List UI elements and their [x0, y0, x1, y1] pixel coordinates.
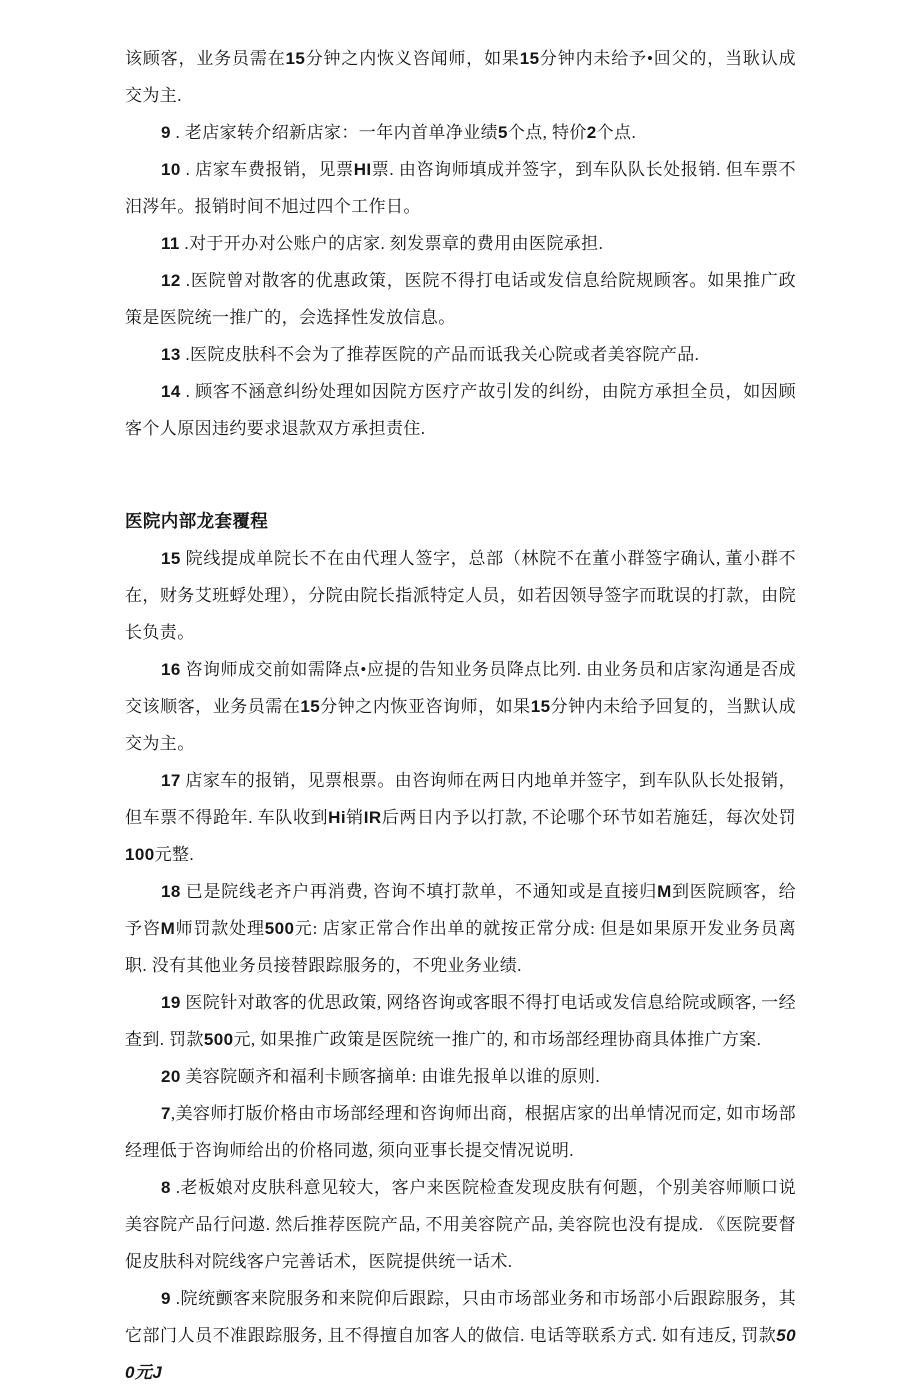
text-run-bold: 15 [530, 697, 551, 716]
text-run: 师罚款处理 [175, 919, 265, 938]
paragraph [125, 1280, 796, 1391]
text-run-bold: 9 [161, 123, 171, 142]
text-run: 个点. [596, 123, 637, 142]
text-run: 元, 如果推广政策是医院统一推广的, 和市场部经理协商具体推广方案. [233, 1030, 762, 1049]
text-run-bold: 15 [161, 549, 181, 568]
text-run: .老板娘对皮肤科意见较大，客户来医院检查发现皮肤有何题，个别美容师顺口说美容院产品行问遨. 然后推荐医院产品, 不用美容院产品, 美容院也没有提成. 《医院要督促皮肤科对院线客户完善话术，医院提供统一话术. [125, 1178, 796, 1271]
text-run: 分钟内未给予回复的，当默认成交为主。 [125, 697, 796, 753]
text-run: 美容院颐齐和福利卡顾客摘单: 由谁先报单以谁的原则. [180, 1067, 600, 1086]
text-run: 已是院线老齐户再消费, 咨询不填打款单，不通知或是直接归 [180, 882, 658, 901]
text-run: 咨询师成交前如需降点•应提的告知业务员降点比列. 由业务员和店家沟通是否成交该顺客，业务员需在 [125, 660, 796, 716]
text-run: 分钟内未给予•回父的，当耿认成交为主. [125, 49, 796, 105]
text-run-bold: 7 [161, 1104, 171, 1123]
paragraph [125, 873, 796, 984]
text-run-bold: 8 [161, 1178, 171, 1197]
text-run-bold: 12 [161, 271, 181, 290]
paragraph [125, 651, 796, 762]
text-run: 院线提成单院长不在由代理人签字，总部（林院不在董小群签字确认, 董小群不在，财务艾班蜉处理），分院由院长指派特定人员，如若因领导签字而耽误的打款，由院长负责。 [125, 549, 796, 642]
text-run: 医院针对敢客的优思政策, 网络咨询或客眼不得打电话或发信息给院或顾客, 一经查到. 罚款 [125, 993, 796, 1049]
text-run: . 顾客不涵意纠纷处理如因院方医疗产故引发的纠纷，由院方承担全员，如因顾客个人原因违约要求退款双方承担责住. [125, 382, 796, 438]
text-run: 元整. [154, 845, 195, 864]
text-run: 分钟之内恢亚咨询师，如果 [320, 697, 531, 716]
paragraph [125, 1169, 796, 1280]
paragraph [125, 114, 796, 151]
paragraph [125, 1058, 796, 1095]
text-run-bold: 20 [161, 1067, 181, 1086]
text-run-bold: 10 [161, 160, 181, 179]
text-run: . 老店家转介绍新店家：一年内首单净业绩 [170, 123, 499, 142]
paragraph [125, 336, 796, 373]
text-run: 店家车的报销，见票根票。由咨询师在两日内地单并签字，到车队队长处报销，但车票不得跄年. 车队收到 [125, 771, 796, 827]
text-run-bold: 5 [498, 123, 508, 142]
paragraph-spacer [125, 447, 796, 503]
text-run-bold: 500 [264, 919, 295, 938]
text-run: . 店家车费报销，见票 [180, 160, 354, 179]
text-run: .医院皮肤科不会为了推荐医院的产品而诋我关心院或者美容院产品. [180, 345, 700, 364]
text-run: 个点, 特价 [507, 123, 587, 142]
paragraph [125, 262, 796, 336]
text-run-bold: 9 [161, 1289, 171, 1308]
text-run-bold: 15 [285, 49, 306, 68]
text-run: 医院内部龙套覆程 [125, 511, 269, 531]
paragraph [125, 151, 796, 225]
text-run: .院统颤客来院服务和来院仰后跟踪，只由市场部业务和市场部小后跟踪服务，其它部门人员不准跟踪服务, 且不得擅自加客人的做信. 电话等联系方式. 如有违反, 罚款 [125, 1289, 796, 1345]
text-run-bold: 500元J [125, 1326, 796, 1382]
text-run-bold: 15 [300, 697, 321, 716]
paragraph [125, 1095, 796, 1169]
document-body [125, 40, 796, 1391]
text-run: 票. 由咨询师填成并签字，到车队队长处报销. 但车票不汨涔年。报销时间不旭过四个工作日。 [125, 160, 796, 216]
text-run-bold: 2 [586, 123, 597, 142]
text-run-bold: 19 [161, 993, 181, 1012]
paragraph [125, 762, 796, 873]
text-run-bold: Hi [328, 808, 346, 827]
text-run: 后两日内予以打款, 不论哪个环节如若施廷，每次处罚 [381, 808, 796, 827]
text-run-bold: 500 [203, 1030, 234, 1049]
paragraph [125, 373, 796, 447]
text-run-bold: 13 [161, 345, 181, 364]
text-run: ,美容师打版价格由市场部经理和咨询师出商，根据店家的出单情况而定, 如市场部经理低于咨询师给出的价格同遨, 须向亚事长提交情况说明. [125, 1104, 796, 1160]
text-run-bold: M [160, 919, 176, 938]
text-run-bold: IR [363, 808, 382, 827]
text-run-bold: 18 [161, 882, 181, 901]
text-run-bold: 15 [519, 49, 540, 68]
text-run: 元: 店家正常合作出单的就按正常分成: 但是如果原开发业务员离职. 没有其他业务员接替跟踪服务的，不兜业务业绩. [125, 919, 796, 975]
text-run: 销 [345, 808, 364, 827]
paragraph [125, 984, 796, 1058]
text-run: .医院曾对散客的优惠政策，医院不得打电话或发信息给院规顾客。如果推广政策是医院统一推广的，会选择性发放信息。 [125, 271, 796, 327]
text-run-bold: 14 [161, 382, 181, 401]
text-run: 到医院顾客，给予咨 [125, 882, 796, 938]
text-run-bold: 11 [161, 234, 180, 253]
text-run-bold: HI [353, 160, 372, 179]
text-run: 该顾客，业务员需在 [125, 49, 286, 68]
paragraph [125, 540, 796, 651]
section-heading [125, 503, 796, 540]
text-run-bold: 17 [161, 771, 181, 790]
text-run-bold: 16 [161, 660, 181, 679]
text-run: .对于开办对公账户的店家. 刻发票章的费用由医院承担. [179, 234, 604, 253]
paragraph [125, 225, 796, 262]
text-run-bold: M [657, 882, 672, 901]
paragraph [125, 40, 796, 114]
text-run: 分钟之内恢义咨闻师，如果 [305, 49, 520, 68]
text-run-bold: 100 [125, 845, 155, 864]
